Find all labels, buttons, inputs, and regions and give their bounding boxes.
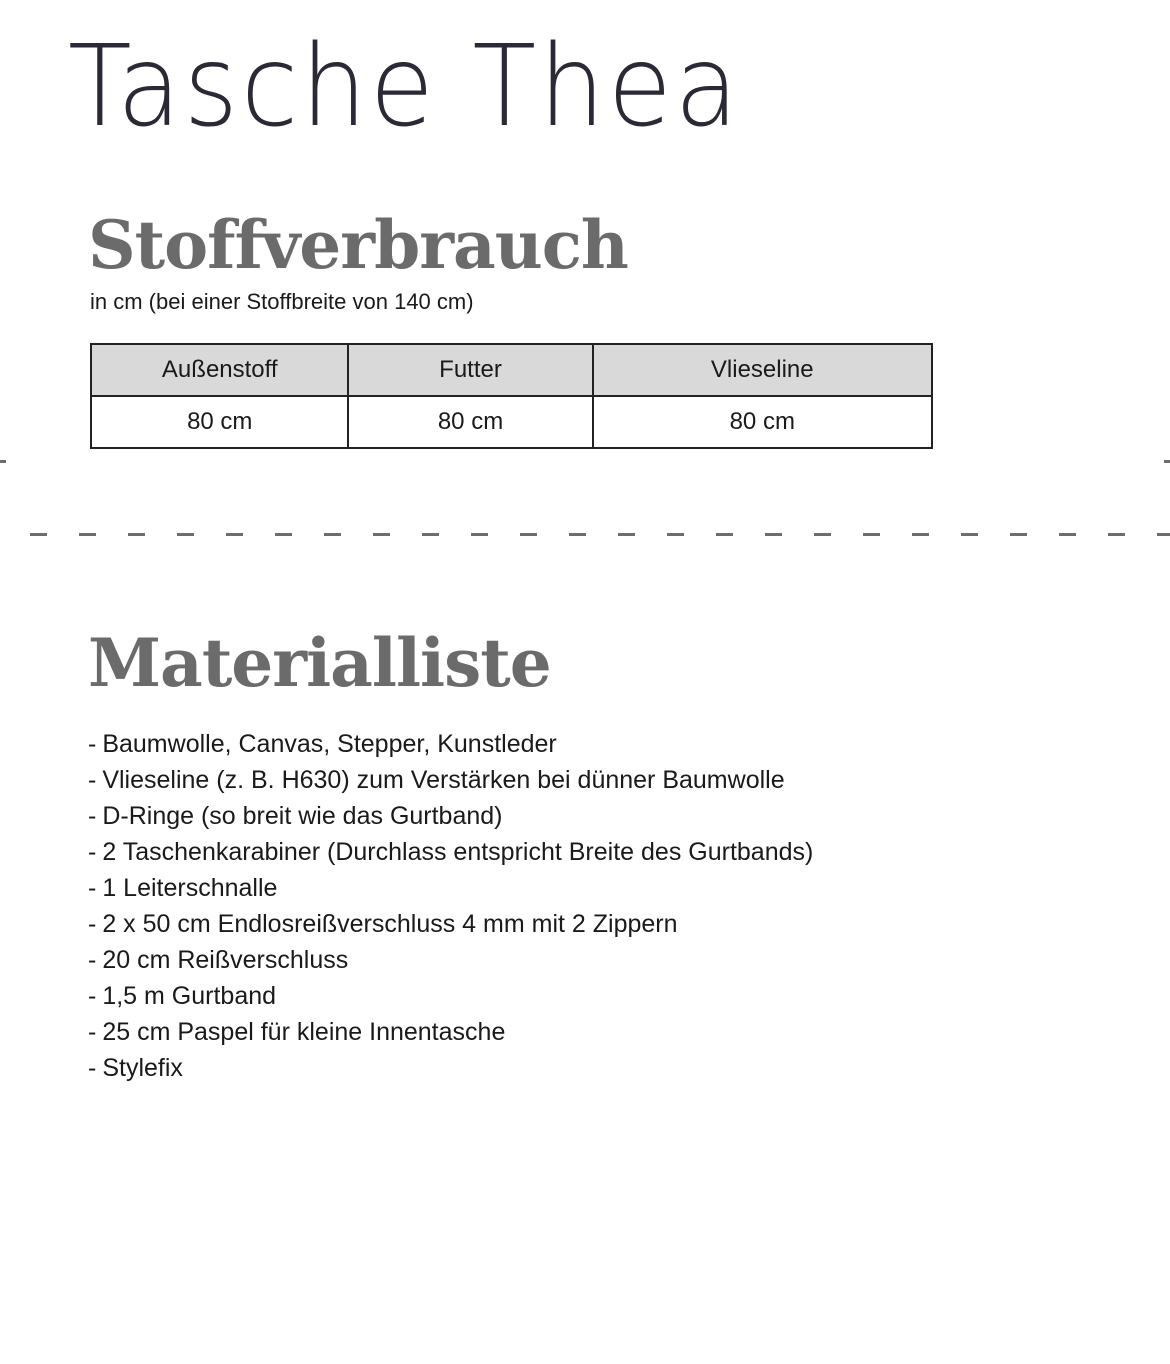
cut-mark-right — [1164, 460, 1170, 463]
bullet-dash: - — [88, 730, 97, 758]
fabric-usage-heading: Stoffverbrauch — [88, 206, 628, 284]
cell-lining-amount: 80 cm — [348, 396, 592, 448]
materials-heading: Materialliste — [88, 624, 551, 702]
dashed-cut-line — [30, 533, 1170, 536]
list-item-text: 2 x 50 cm Endlosreißverschluss 4 mm mit 2 Zippern — [102, 910, 678, 938]
bullet-dash: - — [88, 946, 97, 974]
bullet-dash: - — [88, 982, 97, 1010]
list-item-text: 25 cm Paspel für kleine Innentasche — [102, 1018, 506, 1046]
list-item — [88, 1050, 813, 1086]
list-item — [88, 726, 813, 762]
bullet-dash: - — [88, 838, 97, 866]
bullet-dash: - — [88, 1018, 97, 1046]
list-item-text: 2 Taschenkarabiner (Durchlass entspricht Breite des Gurtbands) — [102, 838, 814, 866]
header-interfacing: Vlieseline — [593, 344, 932, 396]
fabric-usage-table — [90, 343, 933, 449]
cell-outer-fabric-amount: 80 cm — [91, 396, 348, 448]
bullet-dash: - — [88, 874, 97, 902]
list-item-text: 1,5 m Gurtband — [102, 982, 277, 1010]
list-item — [88, 834, 813, 870]
list-item-text: Stylefix — [102, 1054, 183, 1082]
list-item — [88, 798, 813, 834]
materials-list — [88, 726, 813, 1086]
list-item — [88, 1014, 813, 1050]
bullet-dash: - — [88, 910, 97, 938]
bullet-dash: - — [88, 766, 97, 794]
bullet-dash: - — [88, 1054, 97, 1082]
bullet-dash: - — [88, 802, 97, 830]
list-item-text: Vlieseline (z. B. H630) zum Verstärken bei dünner Baumwolle — [102, 766, 785, 794]
list-item-text: Baumwolle, Canvas, Stepper, Kunstleder — [102, 730, 557, 758]
list-item — [88, 906, 813, 942]
list-item — [88, 978, 813, 1014]
list-item — [88, 942, 813, 978]
cut-mark-left — [0, 460, 6, 463]
cell-interfacing-amount: 80 cm — [593, 396, 932, 448]
list-item — [88, 870, 813, 906]
table-header-row — [91, 344, 932, 396]
list-item — [88, 762, 813, 798]
list-item-text: 20 cm Reißverschluss — [102, 946, 349, 974]
list-item-text: D-Ringe (so breit wie das Gurtband) — [102, 802, 503, 830]
table-row — [91, 396, 932, 448]
header-outer-fabric: Außenstoff — [91, 344, 348, 396]
fabric-usage-subtitle: in cm (bei einer Stoffbreite von 140 cm) — [90, 289, 474, 314]
header-lining: Futter — [348, 344, 592, 396]
document-title: Tasche Thea — [68, 22, 742, 152]
list-item-text: 1 Leiterschnalle — [102, 874, 278, 902]
